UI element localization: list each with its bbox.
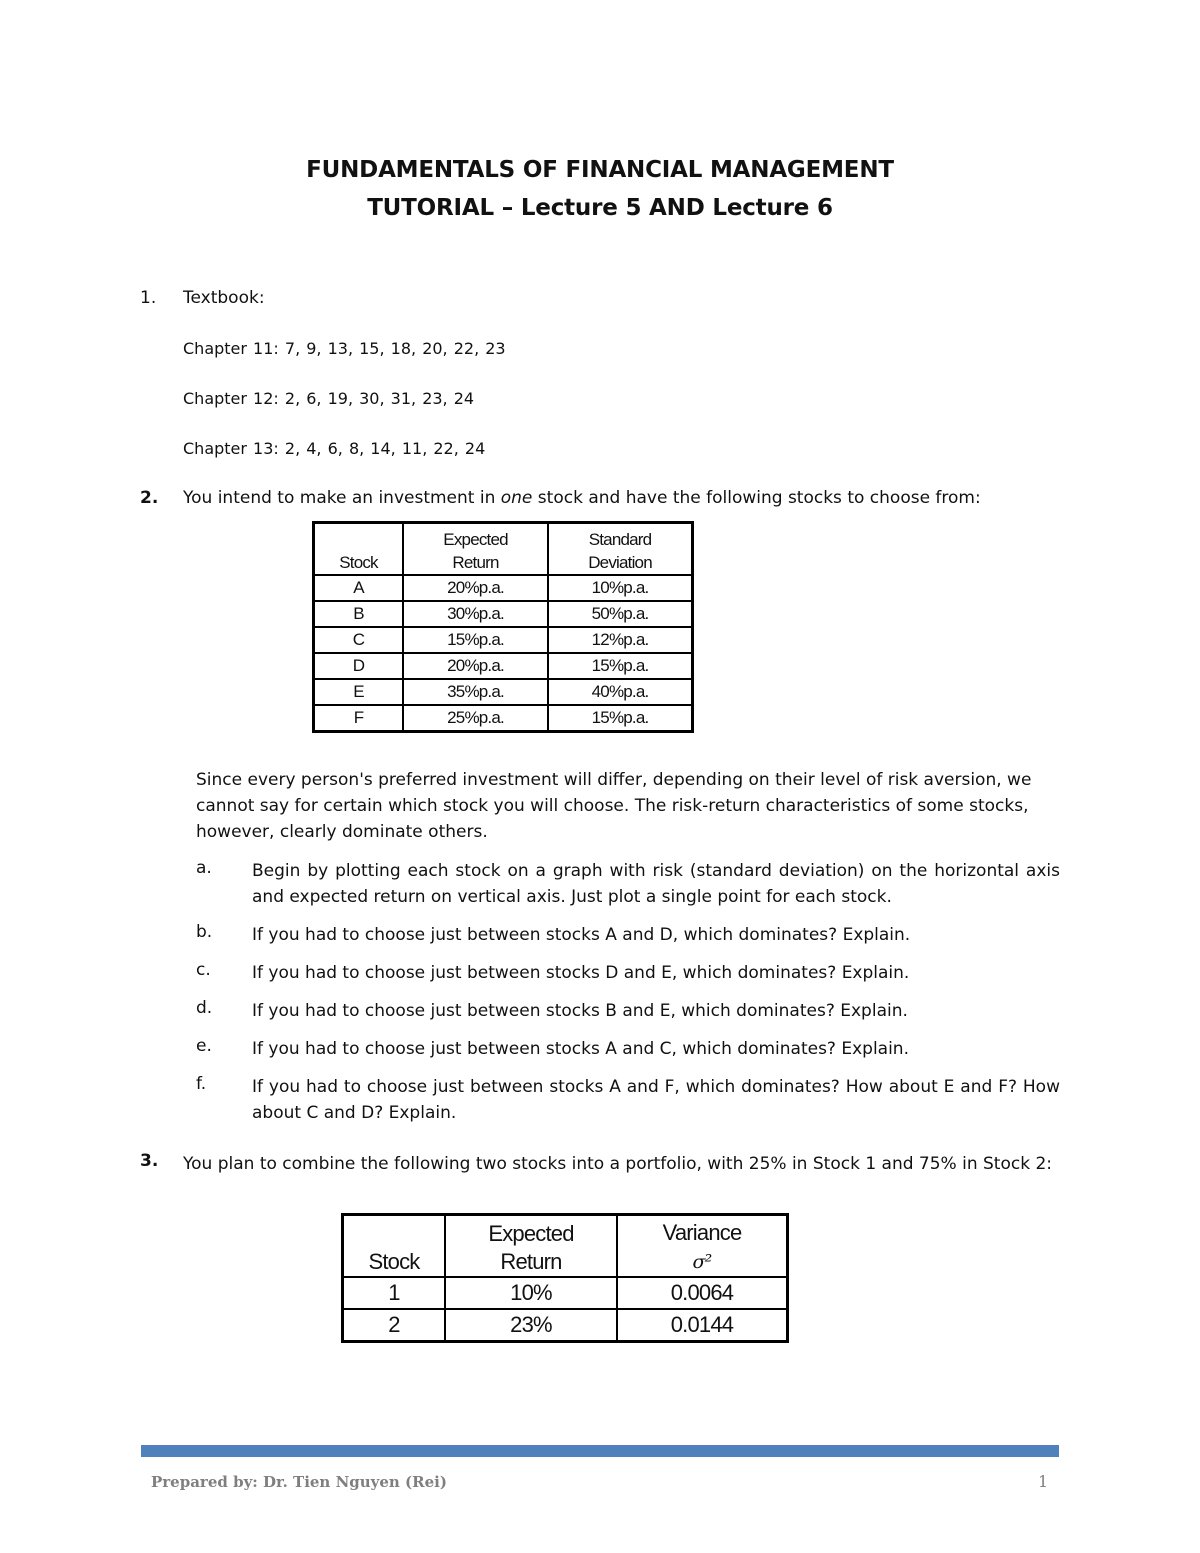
table-row: E 35%p.a. 40%p.a.	[314, 679, 693, 705]
footer-bar	[141, 1445, 1059, 1457]
question-2-paragraph: Since every person's preferred investment will differ, depending on their level of risk aversion, we cannot say for certain which stock you will choose. The risk-return characteristics of some stocks, however, clearly dominate others.	[196, 770, 1032, 842]
question-3-number: 3.	[140, 1151, 159, 1171]
question-1-label: Textbook:	[183, 288, 265, 308]
question-1-number: 1.	[140, 288, 157, 308]
header-expected-return: Expected Return	[445, 1215, 617, 1278]
item-letter: c.	[196, 960, 211, 980]
header-expected-return: Expected Return	[403, 523, 548, 576]
intro-emphasis: one	[500, 488, 533, 508]
item-letter: a.	[196, 858, 212, 878]
item-letter: b.	[196, 922, 213, 942]
chapter-line: Chapter 12: 2, 6, 19, 30, 31, 23, 24	[183, 389, 475, 408]
item-text: If you had to choose just between stocks B and E, which dominates? Explain.	[252, 1001, 908, 1021]
footer-prepared-by: Prepared by: Dr. Tien Nguyen (Rei)	[151, 1473, 447, 1491]
chapter-line: Chapter 13: 2, 4, 6, 8, 14, 11, 22, 24	[183, 439, 486, 458]
item-letter: f.	[196, 1074, 207, 1094]
intro-text: You intend to make an investment in	[183, 488, 501, 508]
table-row: A 20%p.a. 10%p.a.	[314, 575, 693, 601]
portfolio-stocks-table	[341, 1213, 789, 1343]
table-header-row	[314, 523, 693, 576]
item-text: If you had to choose just between stocks A and F, which dominates? How about E and F? How about C and D? Explain.	[252, 1077, 1060, 1123]
header-variance: Variance σ²	[617, 1215, 788, 1278]
page-number: 1	[1038, 1472, 1049, 1491]
table-row: B 30%p.a. 50%p.a.	[314, 601, 693, 627]
table-header-row	[343, 1215, 788, 1278]
table-row: F 25%p.a. 15%p.a.	[314, 705, 693, 732]
table-row: 1 10% 0.0064	[343, 1277, 788, 1309]
table-row: D 20%p.a. 15%p.a.	[314, 653, 693, 679]
question-2-intro	[183, 488, 981, 508]
chapter-line: Chapter 11: 7, 9, 13, 15, 18, 20, 22, 23	[183, 339, 506, 358]
stock-risk-return-table	[312, 521, 694, 733]
table-row: 2 23% 0.0144	[343, 1309, 788, 1342]
header-stock: Stock	[343, 1215, 446, 1278]
item-text: If you had to choose just between stocks A and D, which dominates? Explain.	[252, 925, 911, 945]
item-text: If you had to choose just between stocks A and C, which dominates? Explain.	[252, 1039, 909, 1059]
item-letter: d.	[196, 998, 213, 1018]
item-text: Begin by plotting each stock on a graph with risk (standard deviation) on the horizontal axis and expected return on vertical axis. Just plot a single point for each stock.	[252, 861, 1060, 907]
header-stock: Stock	[314, 523, 404, 576]
question-3-text: You plan to combine the following two stocks into a portfolio, with 25% in Stock 1 and 75% in Stock 2:	[183, 1154, 1053, 1174]
document-subtitle: TUTORIAL – Lecture 5 AND Lecture 6	[367, 195, 833, 221]
document-title: FUNDAMENTALS OF FINANCIAL MANAGEMENT	[306, 157, 894, 183]
header-standard-deviation: Standard Deviation	[548, 523, 692, 576]
item-text: If you had to choose just between stocks D and E, which dominates? Explain.	[252, 963, 910, 983]
item-letter: e.	[196, 1036, 212, 1056]
question-2-number: 2.	[140, 488, 159, 508]
table-row: C 15%p.a. 12%p.a.	[314, 627, 693, 653]
intro-text: stock and have the following stocks to choose from:	[532, 488, 981, 508]
